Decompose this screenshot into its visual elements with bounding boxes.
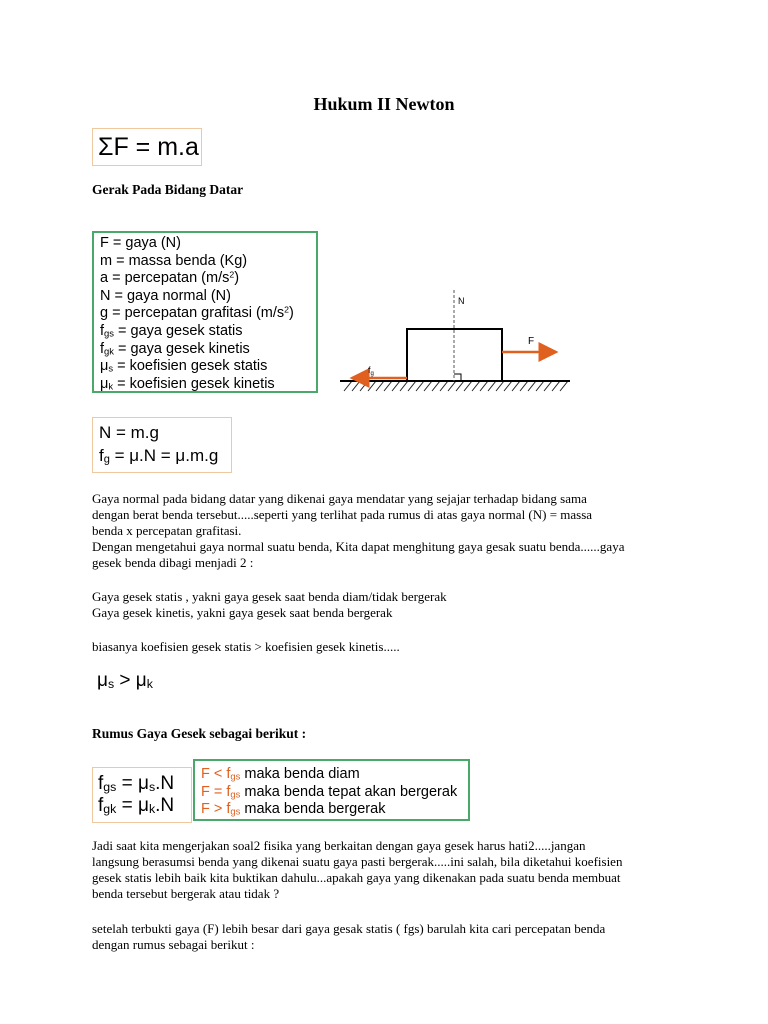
paragraph-caution: [92, 838, 622, 902]
paragraph-line: benda tersebut bergerak atau tidak ?: [92, 886, 280, 901]
paragraph-friction-types: [92, 589, 447, 621]
paragraph-line: gesek benda dibagi menjadi 2 :: [92, 555, 254, 570]
condition-diam: $F < f_{gs}$ maka benda diam: [201, 766, 360, 782]
main-formula: ΣF = m.a: [98, 133, 199, 161]
paragraph-line: gesek statis lebih baik kita buktikan dahulu...apakah gaya yang dikenakan pada suatu benda membuat: [92, 870, 621, 885]
paragraph-line: benda x percepatan grafitasi.: [92, 523, 242, 538]
conditions-box: [193, 759, 470, 821]
condition-bergerak: $F > f_{gs}$ maka benda bergerak: [201, 801, 386, 817]
paragraph-line: setelah terbukti gaya (F) lebih besar dari gaya gesak statis ( fgs) barulah kita cari percepatan benda: [92, 921, 606, 936]
def-static-coefficient: $\mu_s$ = koefisien gesek statis: [100, 358, 268, 375]
def-static-friction: $f_{gs}$ = gaya gesek statis: [100, 322, 243, 339]
label-friction: $f_g$: [368, 365, 374, 377]
paragraph-line: Jadi saat kita mengerjakan soal2 fisika yang berkaitan dengan gaya gesek harus hati2.....jangan: [92, 838, 586, 853]
paragraph-line: Dengan mengetahui gaya normal suatu benda, Kita dapat menghitung gaya gesak suatu benda......gaya: [92, 539, 625, 554]
paragraph-line: Gaya gesek kinetis, yakni gaya gesek saat benda bergerak: [92, 605, 393, 620]
paragraph-coefficient-compare: [92, 639, 400, 655]
definitions-box: [92, 231, 318, 393]
normal-friction-formula-box: [92, 417, 232, 473]
paragraph-acceleration: [92, 921, 605, 953]
paragraph-normal-force: [92, 491, 624, 571]
page-title: Hukum II Newton: [313, 94, 455, 114]
label-normal: N: [458, 296, 465, 306]
def-acceleration: a = percepatan $(m/s^2)$: [100, 269, 240, 287]
paragraph-line: dengan berat benda tersebut.....seperti yang terlihat pada rumus di atas gaya normal (N) = massa: [92, 507, 593, 522]
paragraph-line: Gaya gesek statis , yakni gaya gesek saat benda diam/tidak bergerak: [92, 589, 447, 604]
def-gravity: g = percepatan grafitasi $(m/s^2)$: [100, 305, 294, 322]
paragraph-line: Gaya normal pada bidang datar yang dikenai gaya mendatar yang sejajar terhadap bidang sama: [92, 491, 587, 506]
label-force: F: [528, 336, 535, 347]
def-normal-force: N = gaya normal (N): [100, 287, 231, 304]
static-friction-formula: $f_{gs} = \mu_s.N$: [98, 773, 175, 794]
mu-comparison: $\mu_s > \mu_k$: [97, 670, 153, 691]
kinetic-friction-formula: $f_{gk} = \mu_k.N$: [98, 795, 175, 816]
section-heading-gerak: Gerak Pada Bidang Datar: [92, 182, 244, 197]
def-mass: m = massa benda (Kg): [100, 252, 248, 269]
friction-formula-box: [92, 767, 192, 823]
paragraph-line: dengan rumus sebagai berikut :: [92, 937, 255, 952]
normal-force-formula: N = m.g: [99, 423, 159, 442]
def-kinetic-coefficient: $\mu_k$ = koefisien gesek kinetis: [100, 375, 275, 392]
paragraph-line: langsung berasumsi benda yang dikenai suatu gaya pasti bergerak.....ini salah, bila diketahui koefisien: [92, 854, 623, 869]
def-kinetic-friction: $f_{gk}$ = gaya gesek kinetis: [100, 340, 250, 357]
ground-hatching: [344, 381, 568, 391]
paragraph-line: biasanya koefisien gesek statis > koefisien gesek kinetis.....: [92, 639, 400, 654]
section-heading-rumus: Rumus Gaya Gesek sebagai berikut :: [92, 726, 307, 741]
main-formula-box: [92, 128, 202, 166]
friction-formula: $f_g = \mu.N = \mu.m.g$: [99, 446, 219, 466]
def-force: F = gaya (N): [100, 235, 181, 251]
free-body-diagram: [334, 284, 574, 399]
condition-tepat: $F = f_{gs}$ maka benda tepat akan bergerak: [201, 783, 458, 800]
